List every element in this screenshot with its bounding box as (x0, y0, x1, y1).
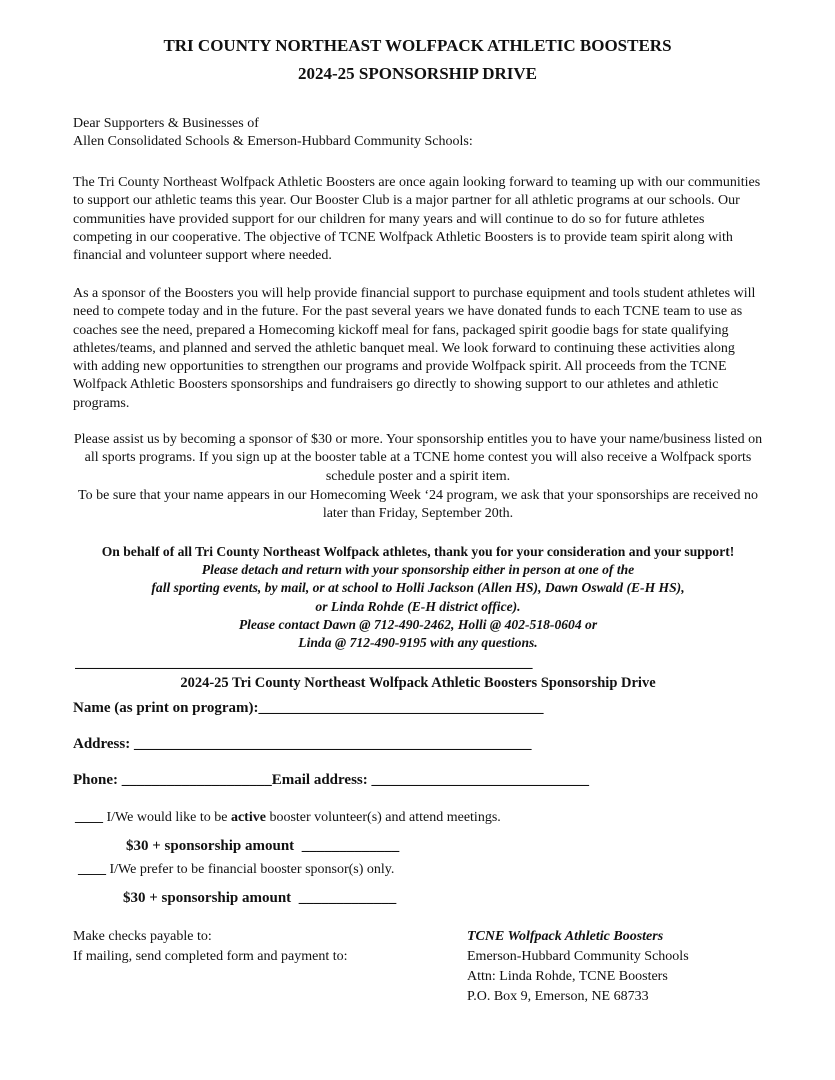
instruction-line-3: or Linda Rohde (E-H district office). (315, 598, 521, 614)
amount-field-1[interactable]: _____________ (301, 838, 400, 854)
option-active-bold: active (230, 810, 266, 825)
thank-you-statement: On behalf of all Tri County Northeast Wolfpack athletes, thank you for your consideration and your support! (101, 544, 735, 559)
option-financial-sponsor (78, 862, 394, 878)
address-field[interactable]: _____________________________________________________ (133, 736, 532, 752)
amount-row-2 (123, 890, 396, 907)
amount-label-1: $30 + sponsorship amount (126, 838, 295, 854)
option-active-text-post: booster volunteer(s) and attend meetings. (265, 810, 501, 825)
return-instructions (73, 561, 763, 652)
paragraph-sponsor-benefits: As a sponsor of the Boosters you will help provide financial support to purchase equipment and tools student athletes will need to compete today and in the future. For the past several years we have donated funds to each TCNE team to use as coaches see the need, prepared a Homecoming kickoff meal for fans, packaged spirit goodie bags for state qualifying athletes/teams, and planned and served the athletic banquet meal. We look forward to continuing these activities along with adding new opportunities to strengthen our programs and provide Wolfpack spirit. All proceeds from the TCNE Wolfpack Athletic Boosters sponsorships and fundraisers go directly to showing support to our athletes and athletic programs. (73, 286, 756, 411)
address-line-2: Attn: Linda Rohde, TCNE Boosters (467, 969, 668, 984)
payee-name: TCNE Wolfpack Athletic Boosters (467, 929, 664, 944)
instruction-line-1: Please detach and return with your sponsorship either in person at one of the (201, 562, 635, 577)
form-title: 2024-25 Tri County Northeast Wolfpack Athletic Boosters Sponsorship Drive (180, 675, 656, 691)
salutation-line-1: Dear Supporters & Businesses of (73, 116, 259, 131)
option-active-text-pre: I/We would like to be (103, 810, 231, 825)
name-field[interactable]: ______________________________________ (258, 700, 544, 716)
payable-label: Make checks payable to: (73, 929, 212, 944)
paragraph-sponsor-request: Please assist us by becoming a sponsor of $30 or more. Your sponsorship entitles you to have your name/business listed on all sports programs. If you sign up at the booster table at a TCNE home contest you will also receive a Wolfpack sports schedule poster and a spirit item. (73, 432, 763, 484)
address-line-1: Emerson-Hubbard Community Schools (467, 949, 689, 964)
option-financial-checkbox[interactable]: ____ (78, 862, 106, 877)
phone-email-row (73, 772, 589, 789)
instruction-line-2: fall sporting events, by mail, or at school to Holli Jackson (Allen HS), Dawn Oswald (E-H HS), (151, 580, 685, 596)
phone-label: Phone: (73, 772, 122, 788)
amount-field-2[interactable]: _____________ (298, 890, 397, 906)
name-row (73, 700, 544, 717)
email-field[interactable]: _____________________________ (371, 772, 589, 788)
paragraph-deadline: To be sure that your name appears in our Homecoming Week ‘24 program, we ask that your sponsorships are received no later than Friday, September 20th. (78, 488, 758, 522)
mail-label: If mailing, send completed form and payment to: (73, 949, 348, 964)
salutation-line-2: Allen Consolidated Schools & Emerson-Hubbard Community Schools: (73, 134, 473, 150)
detach-line: _____________________________________________________________ (75, 655, 533, 671)
salutation (73, 115, 763, 152)
option-financial-text: I/We prefer to be financial booster sponsor(s) only. (106, 862, 395, 877)
amount-row-1 (126, 838, 399, 855)
instruction-line-4: Please contact Dawn @ 712-490-2462, Holli @ 402-518-0604 or (238, 616, 598, 632)
mailing-address (467, 927, 689, 1007)
document-subtitle: 2024-25 SPONSORSHIP DRIVE (298, 64, 537, 83)
amount-label-2: $30 + sponsorship amount (123, 890, 292, 906)
address-row (73, 736, 531, 753)
instruction-line-5: Linda @ 712-490-9195 with any questions. (298, 635, 538, 651)
paragraph-intro: The Tri County Northeast Wolfpack Athletic Boosters are once again looking forward to teaming up with our communities to support our athletic teams this year. Our Booster Club is a major partner for all athletic programs at our schools. Our communities have provided support for our children for many years and will continue to do so for future athletes competing in our cooperative. The objective of TCNE Wolfpack Athletic Boosters is to provide team spirit along with financial and volunteer support where needed. (73, 175, 761, 264)
option-active-volunteer (75, 810, 501, 826)
email-label: Email address: (271, 772, 372, 788)
phone-field[interactable]: ____________________ (121, 772, 272, 788)
name-label: Name (as print on program): (73, 700, 259, 716)
address-label: Address: (73, 736, 134, 752)
payment-labels (73, 927, 347, 967)
option-active-checkbox[interactable]: ____ (75, 810, 103, 825)
document-title: TRI COUNTY NORTHEAST WOLFPACK ATHLETIC BOOSTERS (163, 36, 672, 55)
address-line-3: P.O. Box 9, Emerson, NE 68733 (467, 989, 649, 1004)
